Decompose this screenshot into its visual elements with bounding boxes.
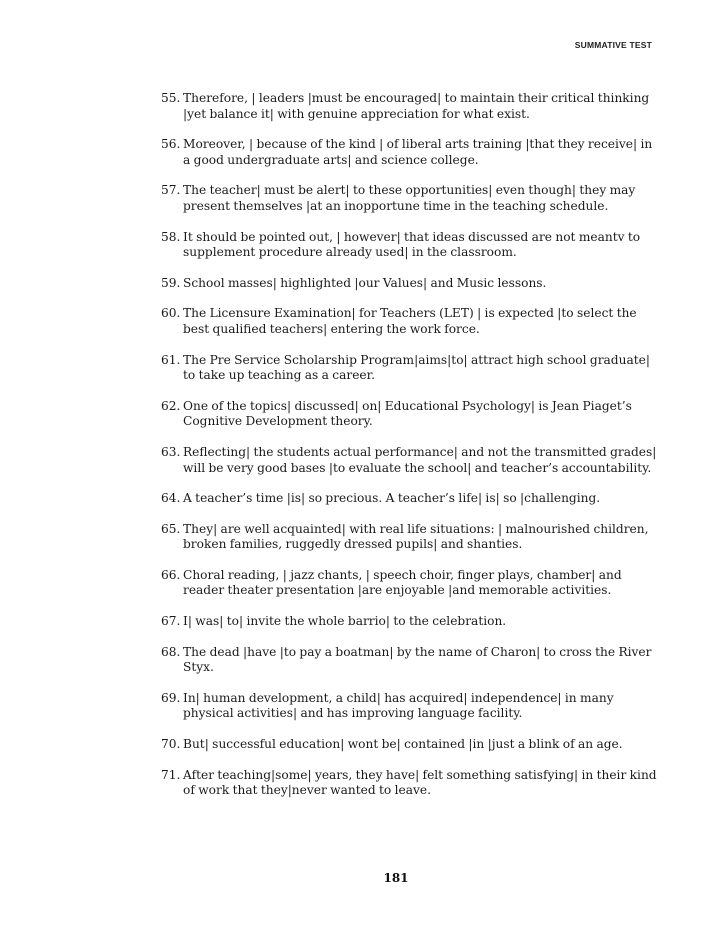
question-number: 56. [161, 137, 181, 152]
question-text: The Pre Service Scholarship Program|aims|to| attract high school graduate| to take up teaching as a career. [183, 352, 650, 383]
question-text: Choral reading, | jazz chants, | speech choir, finger plays, chamber| and reader theater presentation |are enjoyable |and memorable activities. [183, 567, 622, 598]
question-item [161, 399, 661, 430]
question-item [161, 445, 661, 476]
question-text: A teacher’s time |is| so precious. A teacher’s life| is| so |challenging. [183, 491, 601, 506]
question-item [161, 691, 661, 722]
question-item [161, 768, 661, 799]
question-item [161, 614, 661, 630]
question-number: 60. [161, 306, 181, 321]
question-number: 63. [161, 444, 181, 459]
question-number: 66. [161, 567, 181, 582]
page-number: 181 [383, 871, 409, 885]
question-text: In| human development, a child| has acquired| independence| in many physical activities| and has improving language facility. [183, 690, 614, 721]
question-number: 71. [161, 767, 181, 782]
question-number: 55. [161, 91, 181, 105]
question-text: But| successful education| wont be| contained |in |just a blink of an age. [183, 737, 623, 752]
question-item [161, 137, 661, 168]
question-item [161, 522, 661, 553]
question-text: They| are well acquainted| with real life situations: | malnourished children, broken families, ruggedly dressed pupils| and shanties. [183, 521, 649, 552]
question-number: 65. [161, 521, 181, 536]
question-item [161, 491, 661, 507]
running-header: SUMMATIVE TEST [574, 40, 652, 50]
question-text: School masses| highlighted |our Values| and Music lessons. [183, 275, 547, 290]
question-text: The dead |have |to pay a boatman| by the name of Charon| to cross the River Styx. [183, 644, 652, 675]
question-text: The teacher| must be alert| to these opportunities| even though| they may present themselves |at an inopportune time in the teaching schedule. [183, 183, 636, 213]
question-number: 67. [161, 614, 181, 629]
question-item [161, 306, 661, 337]
question-number: 70. [161, 737, 181, 752]
question-number: 68. [161, 644, 181, 659]
question-number: 64. [161, 491, 181, 506]
question-text: Therefore, | leaders |must be encouraged| to maintain their critical thinking |yet balance it| with genuine appreciation for what exist. [183, 91, 650, 121]
question-item [161, 353, 661, 384]
question-text: I| was| to| invite the whole barrio| to the celebration. [183, 614, 507, 629]
question-list [161, 91, 661, 814]
question-text: After teaching|some| years, they have| felt something satisfying| in their kind of work that they|never wanted to leave. [183, 767, 657, 798]
question-item [161, 568, 661, 599]
question-item [161, 276, 661, 292]
question-number: 61. [161, 352, 181, 367]
question-item [161, 183, 661, 214]
question-text: The Licensure Examination| for Teachers (LET) | is expected |to select the best qualified teachers| entering the work force. [183, 306, 637, 336]
question-item [161, 645, 661, 676]
question-text: Moreover, | because of the kind | of liberal arts training |that they receive| in a good undergraduate arts| and science college. [183, 137, 653, 167]
question-number: 59. [161, 275, 181, 290]
question-item [161, 737, 661, 753]
question-text: One of the topics| discussed| on| Educational Psychology| is Jean Piaget’s Cognitive Development theory. [183, 398, 632, 429]
question-number: 62. [161, 398, 181, 413]
question-item [161, 230, 661, 261]
question-number: 57. [161, 183, 181, 198]
question-text: Reflecting| the students actual performance| and not the transmitted grades| will be very good bases |to evaluate the school| and teacher’s accountability. [183, 444, 657, 475]
question-number: 69. [161, 690, 181, 705]
question-text: It should be pointed out, | however| that ideas discussed are not meantv to supplement procedure already used| in the classroom. [183, 229, 641, 260]
question-item [161, 91, 661, 122]
question-number: 58. [161, 229, 181, 244]
